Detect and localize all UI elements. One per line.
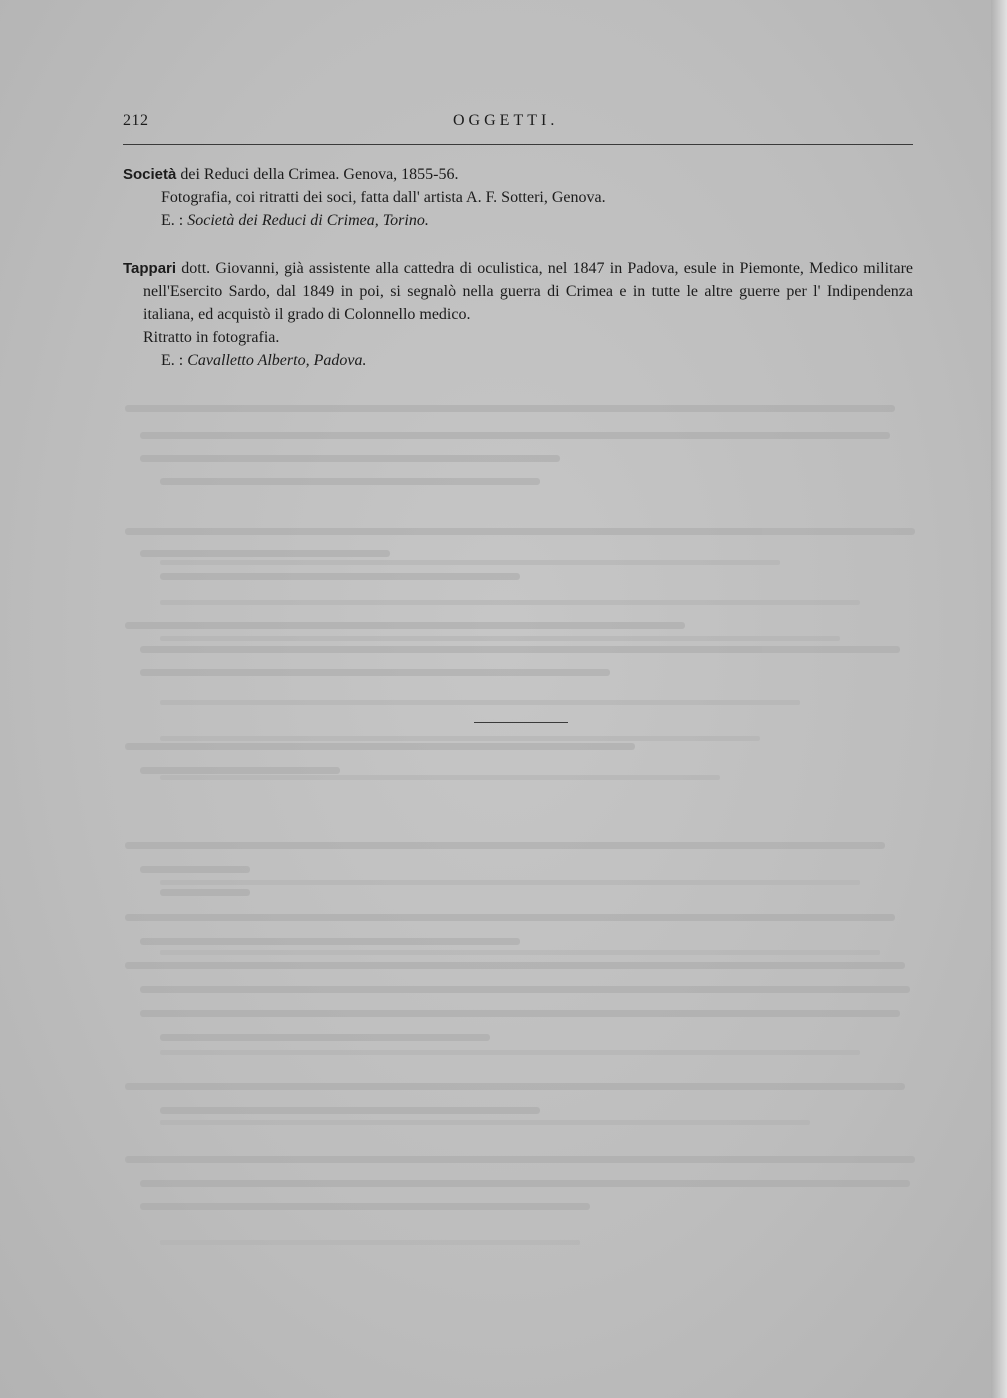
page-number: 212 bbox=[123, 112, 149, 129]
entry-name: Tappari bbox=[123, 260, 177, 277]
running-head: OGGETTI. bbox=[453, 112, 559, 129]
catalog-entry bbox=[123, 163, 913, 232]
entry-object: Ritratto in fotografia. bbox=[143, 329, 280, 346]
entry-heading bbox=[123, 163, 913, 186]
header-rule bbox=[123, 144, 913, 145]
entry-owner-line bbox=[123, 209, 913, 232]
entry-description: dei Reduci della Crimea. Genova, 1855-56. bbox=[176, 166, 459, 183]
entry-heading bbox=[123, 257, 913, 326]
page-header bbox=[123, 112, 913, 140]
page-edge bbox=[991, 0, 1007, 1398]
entry-object: Fotografia, coi ritratti dei soci, fatta dall' artista A. F. Sotteri, Genova. bbox=[161, 189, 606, 206]
entry-owner: Cavalletto Alberto, Padova. bbox=[187, 352, 367, 369]
entry-name: Società bbox=[123, 166, 177, 183]
catalog-entry bbox=[123, 257, 913, 372]
owner-prefix: E. : bbox=[161, 352, 188, 369]
entry-owner: Società dei Reduci di Crimea, Torino. bbox=[187, 212, 429, 229]
entry-description: dott. Giovanni, già assistente alla cattedra di oculistica, nel 1847 in Padova, esule in Piemonte, Medico militare nell'Esercito Sardo, dal 1849 in poi, si segnalò nella guerra di Crimea e in tutte le altre guerre per l' Indipendenza italiana, ed acquistò il grado di Colonnello medico. bbox=[143, 260, 913, 323]
owner-prefix: E. : bbox=[161, 212, 188, 229]
section-separator bbox=[474, 722, 568, 723]
entry-owner-line bbox=[123, 349, 913, 372]
